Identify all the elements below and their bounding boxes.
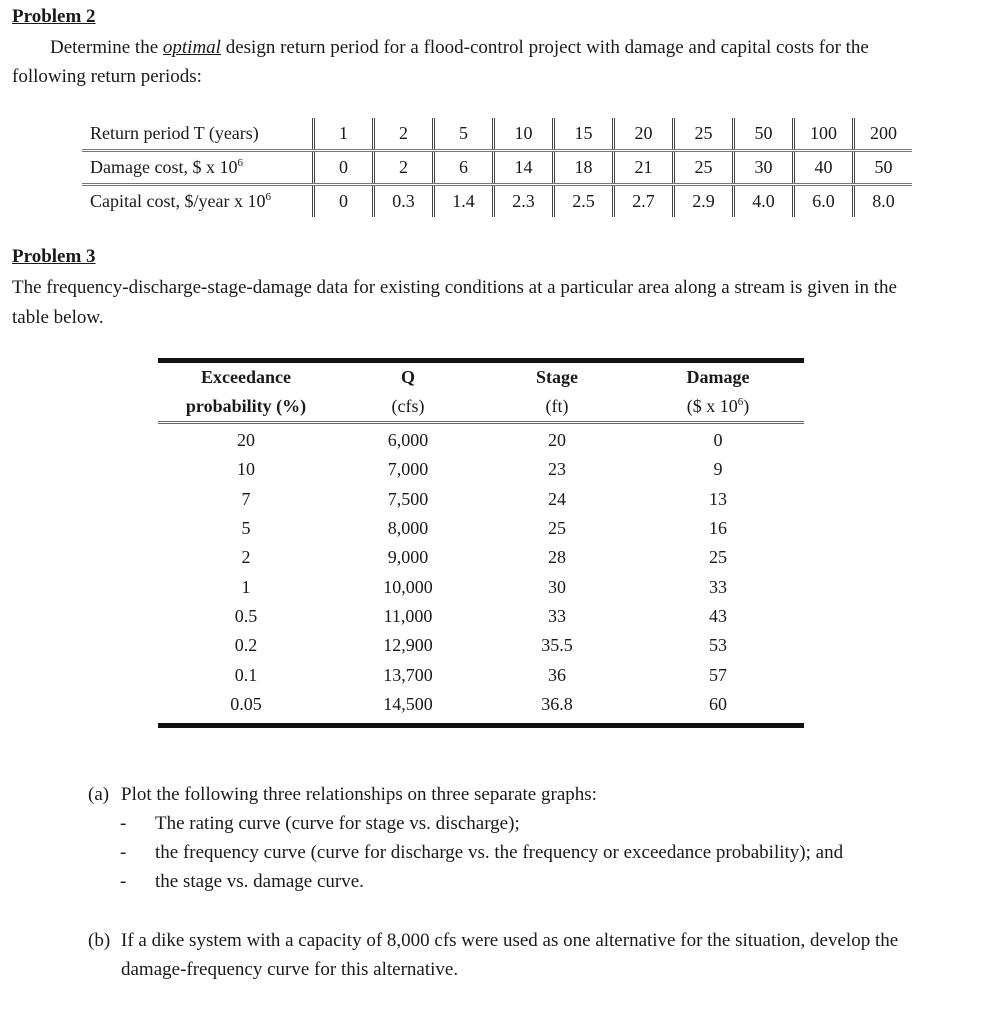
problem2-heading: Problem 2 [12, 6, 96, 27]
subheader-probability: probability (%) [185, 396, 307, 416]
cell-stage: 28 [548, 547, 566, 568]
cell-q: 7,000 [387, 459, 429, 480]
part-b-line2: damage-frequency curve for this alternative. [121, 959, 459, 980]
table-cell: 2.7 [614, 185, 674, 218]
table-row [158, 602, 804, 631]
table-cell: 4.0 [734, 185, 794, 218]
table-cell: 1 [314, 118, 374, 151]
cell-stage: 20 [548, 430, 566, 451]
table-cell: 2.5 [554, 185, 614, 218]
row-label: Return period T (years) [82, 118, 314, 151]
table-row [158, 660, 804, 689]
cell-q: 11,000 [383, 605, 433, 626]
cell-stage: 33 [548, 605, 566, 626]
table-cell: 100 [794, 118, 854, 151]
table-cell: 14 [494, 151, 554, 185]
table-cell: 2.9 [674, 185, 734, 218]
bullet-dash: - [120, 813, 127, 834]
table-cell: 2 [374, 151, 434, 185]
table-row [158, 514, 804, 543]
cell-damage: 0 [713, 430, 723, 451]
table-cell: 18 [554, 151, 614, 185]
subheader-cfs: (cfs) [391, 396, 425, 416]
problem3-intro-line2: table below. [12, 307, 104, 328]
cell-q: 6,000 [387, 430, 429, 451]
cell-exceedance: 7 [241, 488, 251, 509]
table-row-damage-cost [82, 151, 912, 185]
cell-q: 7,500 [387, 488, 429, 509]
table-row [158, 631, 804, 660]
table-cell: 15 [554, 118, 614, 151]
cell-q: 12,900 [383, 635, 433, 656]
bullet-dash: - [120, 871, 127, 892]
cell-stage: 23 [548, 459, 566, 480]
cell-stage: 30 [548, 576, 566, 597]
cell-damage: 43 [709, 605, 727, 626]
cell-exceedance: 0.05 [230, 693, 262, 714]
cell-damage: 9 [713, 459, 723, 480]
cell-q: 9,000 [387, 547, 429, 568]
table-row-capital-cost [82, 185, 912, 218]
table-row [158, 690, 804, 719]
table-cell: 2 [374, 118, 434, 151]
bullet-item: The rating curve (curve for stage vs. discharge); [155, 813, 520, 834]
problem2-intro-line2: following return periods: [12, 66, 202, 87]
header-damage: Damage [686, 367, 750, 387]
cell-damage: 53 [709, 635, 727, 656]
table-row [158, 426, 804, 455]
table-cell: 0 [314, 185, 374, 218]
row-label: Capital cost, $/year x $10^6$ [90, 191, 271, 211]
cell-exceedance: 0.1 [234, 664, 258, 685]
table-cell: 50 [734, 118, 794, 151]
cell-damage: 13 [709, 488, 727, 509]
cell-exceedance: 0.5 [234, 605, 258, 626]
part-b-label: (b) [88, 930, 111, 951]
problem3-intro-line1: The frequency-discharge-stage-damage data for existing conditions at a particular area along a stream is given in the [12, 277, 897, 298]
table-cell: 40 [794, 151, 854, 185]
table-row [158, 455, 804, 484]
cell-q: 13,700 [383, 664, 433, 685]
cell-exceedance: 10 [237, 459, 255, 480]
bullet-dash: - [120, 842, 127, 863]
table-cell: 6.0 [794, 185, 854, 218]
header-stage: Stage [536, 367, 578, 387]
table-cell: 10 [494, 118, 554, 151]
table-subheader-row [158, 392, 804, 421]
header-exceedance: Exceedance [201, 367, 291, 387]
table-cell: 50 [854, 151, 913, 185]
row-label: Damage cost, $ x $10^6$ [82, 151, 314, 185]
cell-stage: 25 [548, 518, 566, 539]
problem2-intro-emphasis: optimal [162, 37, 221, 58]
bullet-item: the stage vs. damage curve. [155, 871, 364, 892]
table-cell: 0.3 [374, 185, 434, 218]
subheader-damage-units: ($ x $10^6$) [686, 396, 750, 416]
table-header-row [158, 363, 804, 392]
table-cell: 2.3 [494, 185, 554, 218]
table-cell: 25 [674, 151, 734, 185]
cell-stage: 24 [548, 488, 566, 509]
part-b-line1: If a dike system with a capacity of 8,000 cfs were used as one alternative for the situation, develop the [121, 930, 899, 951]
table-cell: 5 [434, 118, 494, 151]
table-cell: 6 [434, 151, 494, 185]
cell-damage: 25 [709, 547, 727, 568]
problem2-intro-text-2: design return period for a flood-control project with damage and capital costs for the [220, 37, 869, 58]
table-row [158, 543, 804, 572]
cell-exceedance: 5 [241, 518, 251, 539]
table-body [158, 426, 804, 719]
table-cell: 1.4 [434, 185, 494, 218]
problem3-heading: Problem 3 [12, 246, 96, 267]
bullet-item: the frequency curve (curve for discharge vs. the frequency or exceedance probability); and [155, 842, 844, 863]
cell-damage: 60 [709, 693, 727, 714]
table-row-return-period [82, 118, 912, 151]
table-bottom-rule [158, 723, 804, 728]
cell-damage: 57 [709, 664, 727, 685]
table-cell: 25 [674, 118, 734, 151]
table-row [158, 572, 804, 601]
cell-exceedance: 20 [237, 430, 255, 451]
cell-q: 14,500 [383, 693, 433, 714]
cell-stage: 36 [548, 664, 566, 685]
part-a-text: Plot the following three relationships on three separate graphs: [121, 784, 597, 805]
return-period-table [82, 118, 912, 217]
table-cell: 30 [734, 151, 794, 185]
table-cell: 20 [614, 118, 674, 151]
cell-stage: 35.5 [541, 635, 573, 656]
problem2-intro-text: Determine the [50, 37, 163, 58]
problem2-intro [50, 33, 869, 63]
table-row [158, 485, 804, 514]
cell-stage: 36.8 [541, 693, 573, 714]
table-cell: 8.0 [854, 185, 913, 218]
cell-exceedance: 0.2 [234, 635, 258, 656]
cell-damage: 16 [709, 518, 727, 539]
cell-exceedance: 1 [241, 576, 251, 597]
table-cell: 0 [314, 151, 374, 185]
cell-q: 10,000 [383, 576, 433, 597]
cell-exceedance: 2 [241, 547, 251, 568]
table-cell: 21 [614, 151, 674, 185]
subheader-ft: (ft) [545, 396, 569, 416]
frequency-damage-table [158, 358, 804, 728]
table-cell: 200 [854, 118, 913, 151]
cell-damage: 33 [709, 576, 727, 597]
header-q: Q [400, 367, 415, 387]
cell-q: 8,000 [387, 518, 429, 539]
part-a-label: (a) [88, 784, 110, 805]
table-header-rule [158, 421, 804, 424]
